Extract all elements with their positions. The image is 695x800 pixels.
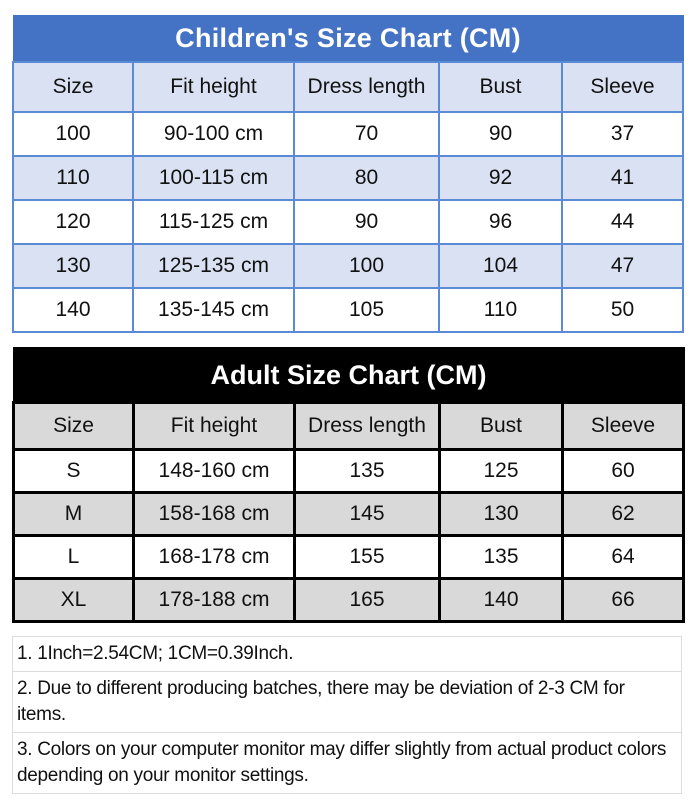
cell-size: L bbox=[14, 536, 134, 579]
table-row bbox=[13, 244, 683, 288]
cell-sleeve: 62 bbox=[563, 493, 684, 536]
children-size-table bbox=[12, 15, 684, 333]
table-row bbox=[14, 450, 684, 493]
table-row bbox=[13, 156, 683, 200]
cell-sleeve: 37 bbox=[562, 112, 683, 156]
cell-size: XL bbox=[14, 579, 134, 622]
cell-size: S bbox=[14, 450, 134, 493]
cell-sleeve: 47 bbox=[562, 244, 683, 288]
cell-bust: 110 bbox=[439, 288, 562, 332]
cell-dress-length: 80 bbox=[294, 156, 439, 200]
note-1: 1. 1Inch=2.54CM; 1CM=0.39Inch. bbox=[13, 637, 682, 672]
cell-size: 140 bbox=[13, 288, 133, 332]
children-table-title: Children's Size Chart (CM) bbox=[13, 16, 683, 63]
cell-dress-length: 70 bbox=[294, 112, 439, 156]
column-header-sleeve: Sleeve bbox=[563, 403, 684, 450]
cell-bust: 90 bbox=[439, 112, 562, 156]
cell-fit-height: 158-168 cm bbox=[134, 493, 295, 536]
notes-table bbox=[12, 636, 682, 794]
cell-sleeve: 50 bbox=[562, 288, 683, 332]
cell-bust: 92 bbox=[439, 156, 562, 200]
cell-size: M bbox=[14, 493, 134, 536]
cell-size: 110 bbox=[13, 156, 133, 200]
cell-dress-length: 155 bbox=[295, 536, 440, 579]
note-2: 2. Due to different producing batches, there may be deviation of 2-3 CM for items. bbox=[13, 672, 682, 733]
column-header-sleeve: Sleeve bbox=[562, 62, 683, 112]
cell-bust: 96 bbox=[439, 200, 562, 244]
cell-fit-height: 148-160 cm bbox=[134, 450, 295, 493]
column-header-dress-length: Dress length bbox=[295, 403, 440, 450]
column-header-size: Size bbox=[14, 403, 134, 450]
table-row bbox=[13, 288, 683, 332]
column-header-bust: Bust bbox=[440, 403, 563, 450]
cell-size: 100 bbox=[13, 112, 133, 156]
adult-header-row bbox=[14, 403, 684, 450]
cell-fit-height: 178-188 cm bbox=[134, 579, 295, 622]
cell-bust: 140 bbox=[440, 579, 563, 622]
column-header-fit-height: Fit height bbox=[133, 62, 294, 112]
cell-sleeve: 66 bbox=[563, 579, 684, 622]
column-header-dress-length: Dress length bbox=[294, 62, 439, 112]
table-row bbox=[13, 112, 683, 156]
adult-size-table bbox=[12, 347, 685, 623]
cell-dress-length: 90 bbox=[294, 200, 439, 244]
cell-sleeve: 64 bbox=[563, 536, 684, 579]
note-3: 3. Colors on your computer monitor may differ slightly from actual product colors depending on your monitor settings. bbox=[13, 733, 682, 794]
table-row bbox=[14, 493, 684, 536]
cell-dress-length: 165 bbox=[295, 579, 440, 622]
cell-fit-height: 90-100 cm bbox=[133, 112, 294, 156]
adult-table-title: Adult Size Chart (CM) bbox=[14, 348, 684, 403]
cell-bust: 135 bbox=[440, 536, 563, 579]
cell-sleeve: 44 bbox=[562, 200, 683, 244]
cell-fit-height: 100-115 cm bbox=[133, 156, 294, 200]
cell-fit-height: 168-178 cm bbox=[134, 536, 295, 579]
cell-fit-height: 115-125 cm bbox=[133, 200, 294, 244]
column-header-size: Size bbox=[13, 62, 133, 112]
cell-dress-length: 145 bbox=[295, 493, 440, 536]
column-header-bust: Bust bbox=[439, 62, 562, 112]
cell-dress-length: 100 bbox=[294, 244, 439, 288]
cell-bust: 130 bbox=[440, 493, 563, 536]
table-row bbox=[14, 536, 684, 579]
cell-size: 120 bbox=[13, 200, 133, 244]
table-row bbox=[14, 579, 684, 622]
cell-bust: 104 bbox=[439, 244, 562, 288]
cell-fit-height: 135-145 cm bbox=[133, 288, 294, 332]
cell-bust: 125 bbox=[440, 450, 563, 493]
cell-sleeve: 60 bbox=[563, 450, 684, 493]
table-row bbox=[13, 200, 683, 244]
cell-size: 130 bbox=[13, 244, 133, 288]
cell-dress-length: 105 bbox=[294, 288, 439, 332]
cell-sleeve: 41 bbox=[562, 156, 683, 200]
cell-dress-length: 135 bbox=[295, 450, 440, 493]
children-header-row bbox=[13, 62, 683, 112]
column-header-fit-height: Fit height bbox=[134, 403, 295, 450]
cell-fit-height: 125-135 cm bbox=[133, 244, 294, 288]
